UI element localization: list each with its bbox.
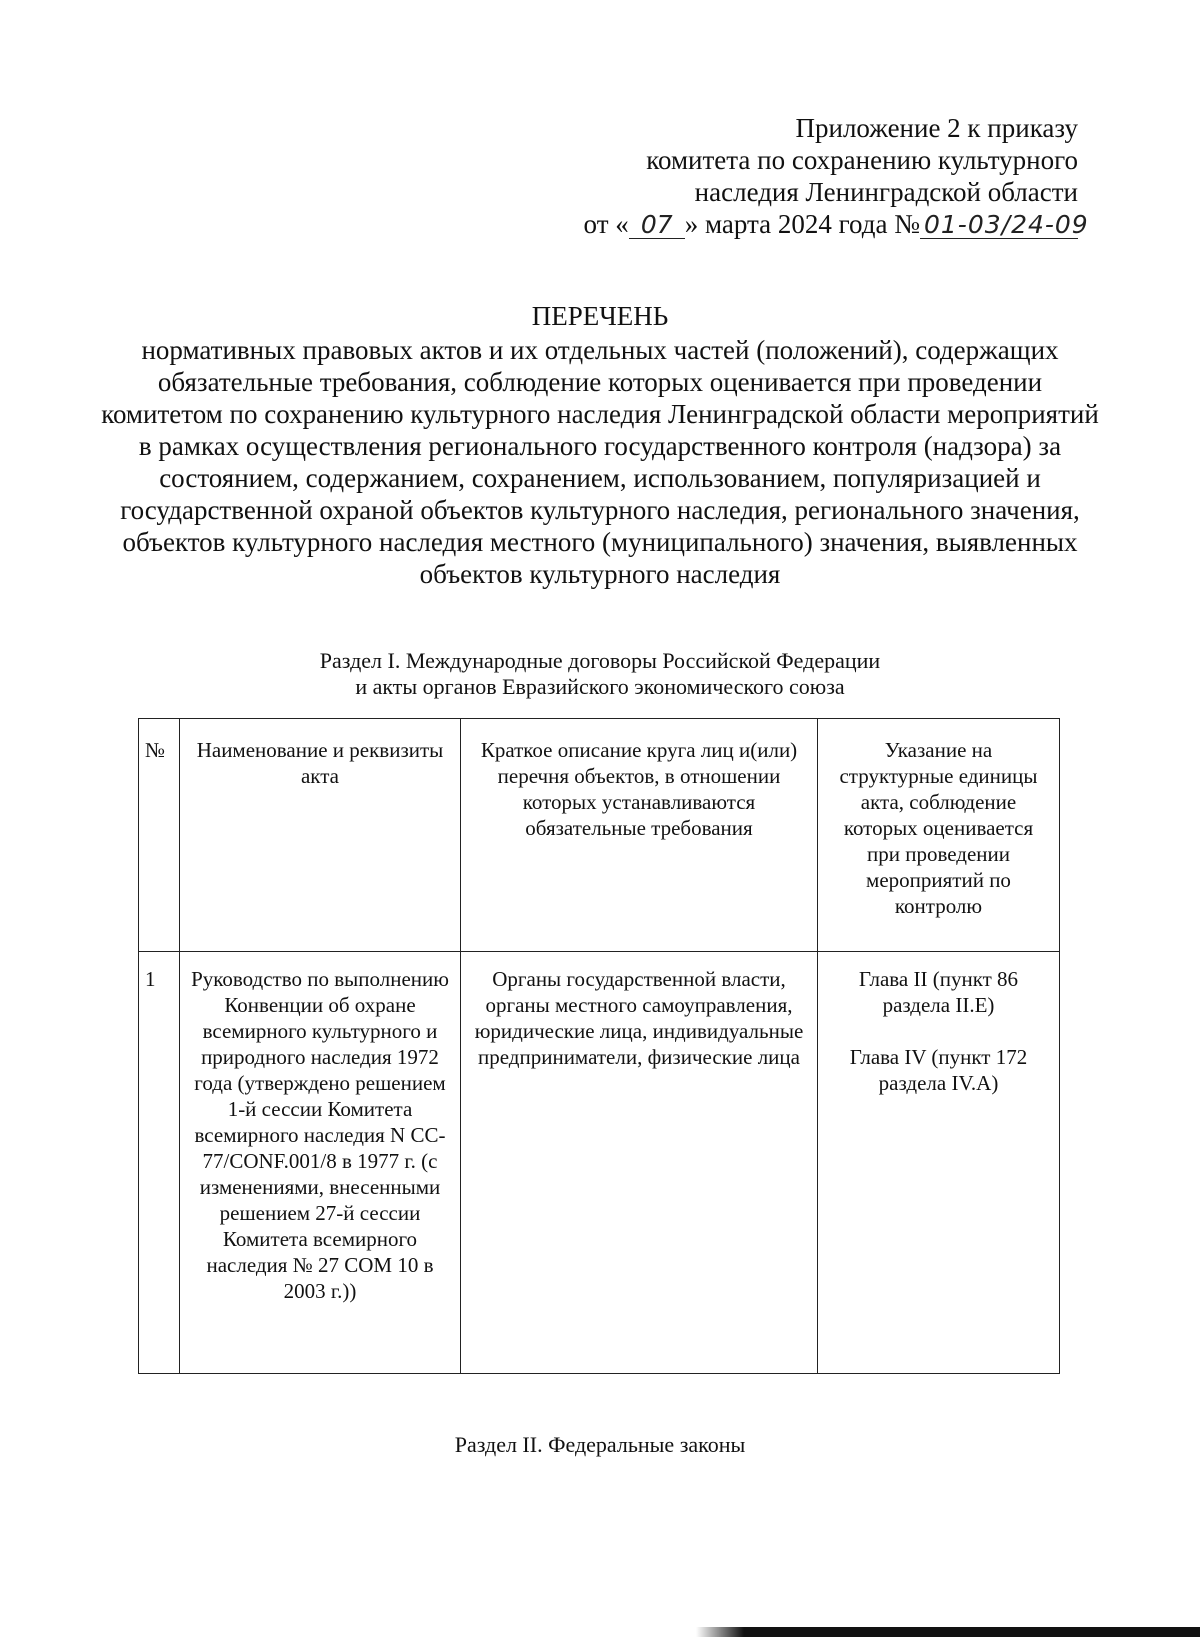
- acts-table: [138, 718, 1060, 1374]
- document-title: [100, 300, 1100, 590]
- row-num: 1: [139, 952, 180, 1374]
- header-description: Краткое описание круга лиц и(или) перечня объектов, в отношении которых устанавливаются обязательные требования: [461, 719, 818, 952]
- date-middle: » марта 2024 года №: [684, 209, 920, 239]
- header-units: Указание на структурные единицы акта, соблюдение которых оценивается при проведении мероприятий по контролю: [818, 719, 1060, 952]
- header-num: №: [139, 719, 180, 952]
- handwritten-day: 07: [629, 212, 685, 239]
- section-2-line-1: Раздел II. Федеральные законы: [454, 1432, 746, 1457]
- title-heading: ПЕРЕЧЕНЬ: [531, 301, 669, 331]
- appendix-date-line: [583, 208, 1089, 240]
- table-row: [139, 952, 1060, 1374]
- unit-spacer: [826, 1018, 1051, 1044]
- section-1-line-1: Раздел I. Международные договоры Российской Федерации: [319, 648, 881, 673]
- table-header-row: [139, 719, 1060, 952]
- row-unit-1: Глава II (пункт 86 раздела II.E): [858, 967, 1019, 1017]
- scan-edge-artifact: [0, 1627, 1200, 1637]
- appendix-line-3: наследия Ленинградской области: [694, 177, 1078, 207]
- appendix-line-2: комитета по сохранению культурного: [646, 145, 1078, 175]
- header-name: Наименование и реквизиты акта: [180, 719, 461, 952]
- section-1-line-2: и акты органов Евразийского экономического союза: [355, 674, 845, 699]
- appendix-line-1: Приложение 2 к приказу: [795, 113, 1078, 143]
- row-act-name: Руководство по выполнению Конвенции об охране всемирного культурного и природного наследия 1972 года (утверждено решением 1-й сессии Комитета всемирного наследия N CC-77/CONF.001/8 в 1977 г. (с изменениями, внесенными решением 27-й сессии Комитета всемирного наследия № 27 COM 10 в 2003 г.)): [180, 952, 461, 1374]
- handwritten-order-number: 01-03/24-09: [920, 212, 1078, 239]
- date-prefix: от «: [583, 209, 629, 239]
- section-1-heading: [100, 648, 1100, 700]
- row-unit-2: Глава IV (пункт 172 раздела IV.A): [849, 1045, 1028, 1095]
- section-2-heading: [100, 1432, 1100, 1458]
- row-description: Органы государственной власти, органы местного самоуправления, юридические лица, индивидуальные предприниматели, физические лица: [461, 952, 818, 1374]
- appendix-header: [583, 112, 1089, 240]
- title-body: нормативных правовых актов и их отдельных частей (положений), содержащих обязательные требования, соблюдение которых оценивается при проведении комитетом по сохранению культурного наследия Ленинградской области мероприятий в рамках осуществления регионального государственного контроля (надзора) за состоянием, содержанием, сохранением, использованием, популяризацией и государственной охраной объектов культурного наследия, регионального значения, объектов культурного наследия местного (муниципального) значения, выявленных объектов культурного наследия: [101, 335, 1099, 589]
- row-units: [818, 952, 1060, 1374]
